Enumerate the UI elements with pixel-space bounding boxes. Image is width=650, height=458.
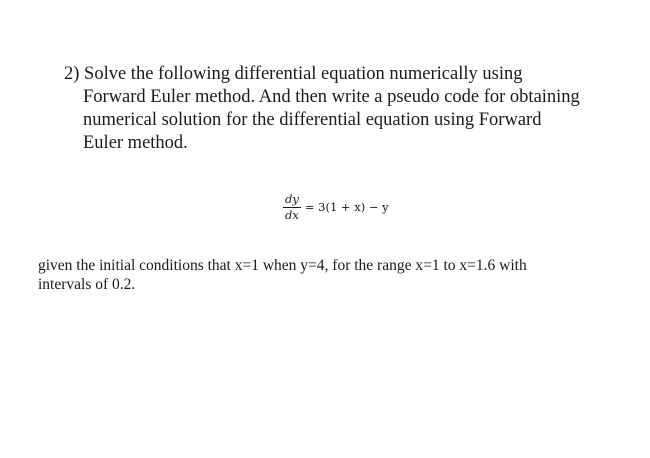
initial-conditions-text	[38, 256, 628, 294]
initial-conditions-line-2: intervals of 0.2.	[38, 276, 136, 293]
question-line-2: Forward Euler method. And then write a pseudo code for obtaining	[83, 87, 580, 107]
question-line-3: numerical solution for the differential equation using Forward	[83, 110, 542, 130]
fraction-numerator: dy	[285, 191, 299, 206]
differential-equation	[283, 189, 389, 225]
question-text	[64, 63, 624, 155]
question-line-1: 2) Solve the following differential equation numerically using	[64, 64, 523, 84]
equation-right-hand-side: = 3(1 + x) − y	[304, 200, 389, 214]
derivative-fraction	[283, 193, 301, 222]
initial-conditions-line-1: given the initial conditions that x=1 when y=4, for the range x=1 to x=1.6 with	[38, 257, 527, 274]
fraction-denominator: dx	[285, 207, 299, 222]
question-line-4: Euler method.	[83, 133, 188, 153]
